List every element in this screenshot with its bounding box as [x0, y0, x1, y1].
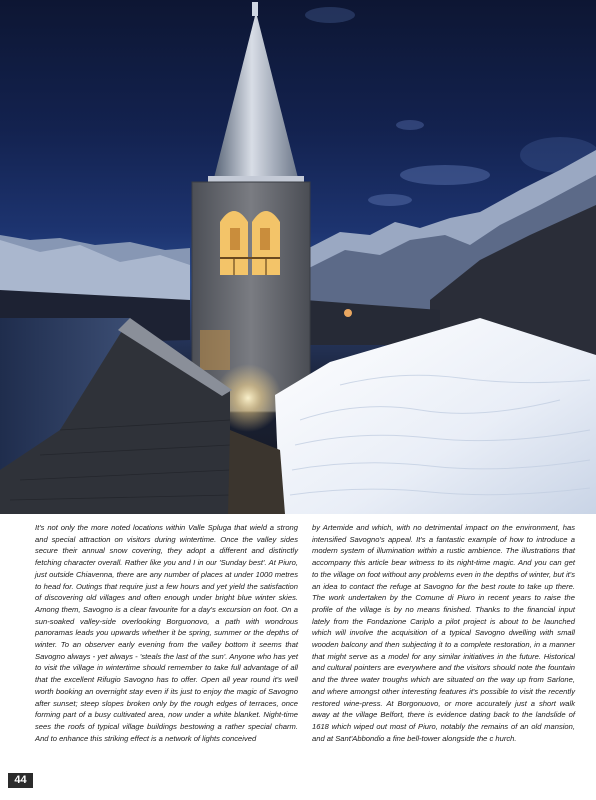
- cloud: [400, 165, 490, 185]
- cloud: [396, 120, 424, 130]
- spire-cross: [252, 2, 258, 16]
- cloud: [368, 194, 412, 206]
- bell-icon: [260, 228, 270, 250]
- article-column-left: It's not only the more noted locations within Valle Spluga that wield a strong and special attraction on visitors during wintertime. Once the valley sides secure their annual snow covering, they adopt a different and distinctly fetching character overall. Rather like you and I in our 'Sunday best'. At Piuro, just outside Chiavenna, there are any number of places at under 1000 metres to head for. Outings that require just a few hours and yet yield the satisfaction of discovering old villages and often enough under bright blue winter skies. Among them, Savogno is a clear favourite for a day's excursion on foot. On a sun-soaked valley-side overlooking Borguonovo, a path with wondrous panoramas leads you upwards whether it be spring, summer or the depths of winter. To an observer early evening from the valley bottom it seems that Savogno always - yet always - 'steals the last of the sun'. Anyone who has yet to visit the village in wintertime should remember to take full advantage of all that the excellent Rifugio Savogno has to offer. Open all year round it's well worth booking an overnight stay even if its just to enjoy the magic of Savogno after sunset; steep slopes broken only by the rough edges of terraces, once forming part of a busy cultivated area, now under a white blanket. Night-time sees the roofs of typical village buildings bestowing a rather special charm. And to enhance this striking effect is a network of lights conceived: [35, 523, 298, 743]
- church-spire: [214, 12, 298, 178]
- snow-roof-right: [275, 318, 596, 514]
- article-column-right: by Artemide and which, with no detrimental impact on the environment, has intensified Savogno's appeal. It's a fantastic example of how to introduce a modern system of illumination within a rustic ambience. The illustrations that accompany this article bear witness to its night-time magic. And you can get to the village on foot without any problems even in the depths of winter, but it's an idea to contact the refuge at Savogno for the best route to take up there. The work undertaken by the Comune di Piuro in recent years to raise the profile of the village is by no means finished. Thanks to the financial input lately from the Fondazione Cariplo a pilot project is about to be launched which will involve the acquisition of a typical Savogno dwelling with small wooden balcony and then subjecting it to a complete restoration, in a manner that might serve as a model for any similar initiatives in the future. Historical and cultural pointers are everywhere and the visitors should note the fountain and the three water troughs which are situated on the way up from Sarlone, and where amongst other interesting features it's possible to visit the recently restored wine-press. At Borgonuovo, or more accurately just a short walk away at the village Belfort, there is evidence dating back to the landslide of 1618 which wiped out most of Piuro, notably the remains of an old mansion, and at Sant'Abbondio a fine bell-tower alongside the c hurch.: [312, 523, 575, 743]
- village-light: [344, 309, 352, 317]
- page-number: 44: [8, 773, 33, 788]
- tower-base: [228, 430, 285, 514]
- bell-icon: [230, 228, 240, 250]
- article-body: [35, 522, 575, 744]
- lit-wall: [200, 330, 230, 370]
- cloud: [305, 7, 355, 23]
